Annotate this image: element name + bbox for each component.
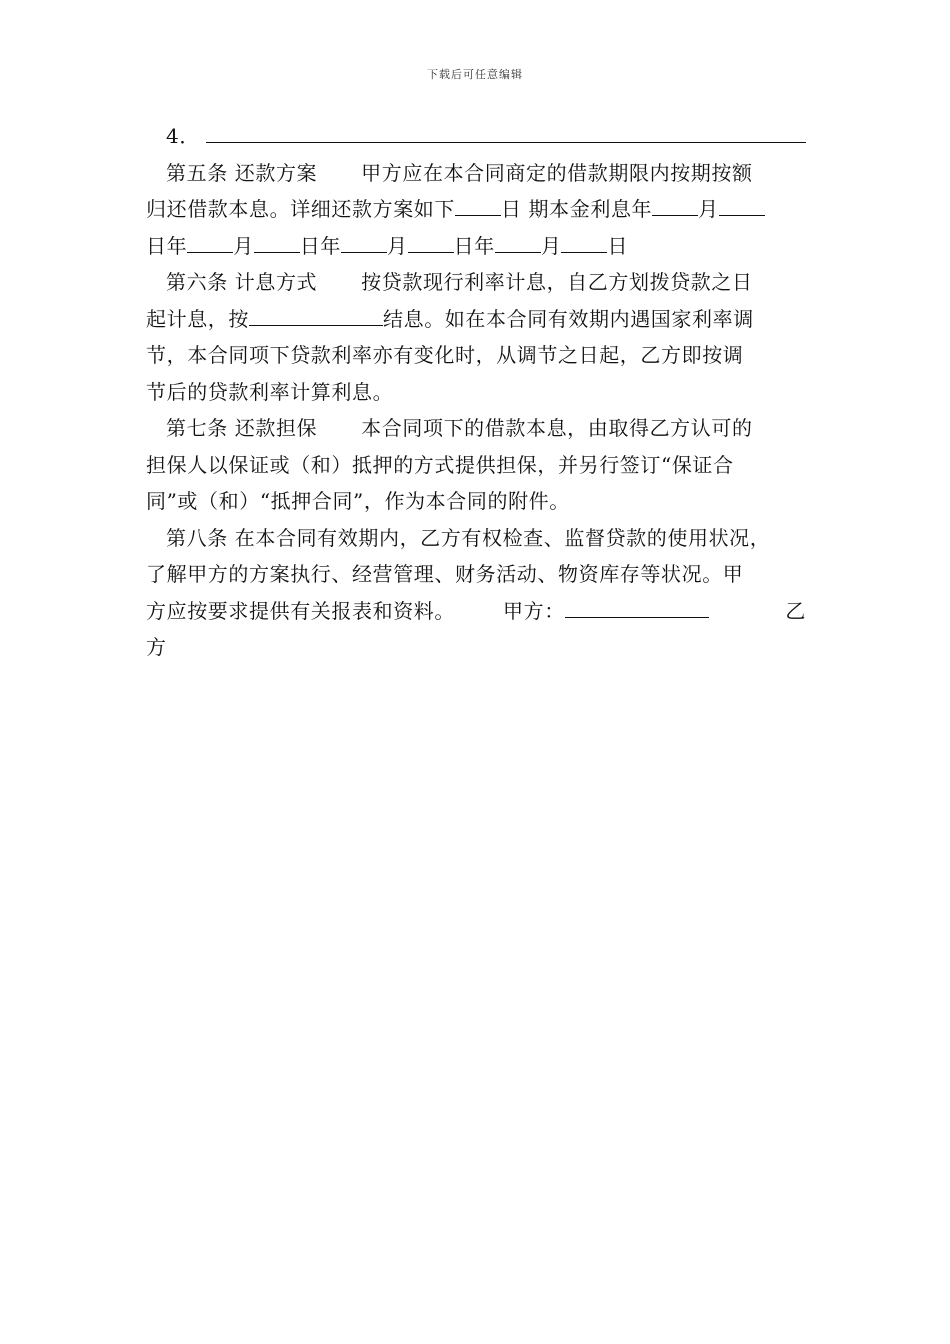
month-blank-3[interactable] — [408, 230, 454, 253]
party-a-signature-blank[interactable] — [565, 595, 709, 618]
item-4-blank[interactable] — [206, 120, 806, 143]
article-5-line-2 — [146, 191, 806, 228]
article-5-text-3: 日 期本金利息年 — [501, 197, 653, 221]
page-header: 下载后可任意编辑 — [427, 68, 523, 81]
article-5-text-5: 日年 — [146, 233, 188, 258]
days-blank[interactable] — [455, 193, 501, 216]
article-6-text-1: 按贷款现行利率计息，自乙方划拨贷款之日 — [361, 270, 753, 294]
party-b-label-end: 方 — [146, 635, 167, 659]
article-5-text-4: 月 — [698, 197, 719, 221]
party-b-label-start: 乙 — [785, 598, 806, 623]
article-5-line-3 — [146, 228, 806, 265]
article-6-text-2: 起计息，按 — [146, 306, 249, 331]
article-7-text-2: 担保人以保证或（和）抵押的方式提供担保，并另行签订“保证合 — [146, 452, 734, 477]
article-5-text-10: 月 — [540, 233, 562, 258]
article-5-text-6: 月 — [233, 233, 254, 258]
article-6-line-1 — [146, 264, 806, 301]
article-5-line-1 — [146, 155, 806, 192]
month-blank-2[interactable] — [254, 230, 300, 253]
year-blank-3[interactable] — [341, 230, 387, 253]
party-a-label: 甲方： — [503, 598, 565, 623]
article-7-title: 第七条 还款担保 — [166, 416, 318, 440]
article-5-title: 第五条 还款方案 — [166, 160, 318, 185]
document-body — [146, 118, 806, 666]
item-4 — [146, 118, 806, 155]
article-8-text-1: 在本合同有效期内，乙方有权检查、监督贷款的使用状况， — [234, 525, 771, 550]
month-blank-4[interactable] — [561, 230, 607, 253]
article-5-text-8: 月 — [387, 233, 408, 258]
article-7-text-3: 同”或（和）“抵押合同”，作为本合同的附件。 — [146, 489, 570, 513]
year-blank-4[interactable] — [495, 230, 541, 253]
year-blank-2[interactable] — [187, 230, 233, 253]
year-blank-1[interactable] — [652, 193, 698, 216]
article-6-text-5: 节后的贷款利率计算利息。 — [146, 379, 394, 404]
article-5-text-2: 归还借款本息。详细还款方案如下 — [146, 197, 455, 221]
article-6-line-2 — [146, 301, 806, 338]
article-6-text-3: 结息。如在本合同有效期内遇国家利率调 — [383, 306, 754, 331]
item-4-number: 4． — [166, 124, 200, 148]
article-7-line-2 — [146, 447, 806, 484]
month-blank-1[interactable] — [719, 193, 765, 216]
article-6-line-4 — [146, 374, 806, 411]
article-8-text-2: 了解甲方的方案执行、经营管理、财务活动、物资库存等状况。甲 — [146, 562, 744, 586]
article-8-line-2 — [146, 556, 806, 593]
article-8-text-3: 方应按要求提供有关报表和资料。 — [146, 598, 455, 623]
article-7-line-1 — [146, 410, 806, 447]
article-5-text-9: 日年 — [453, 233, 495, 258]
article-7-text-1: 本合同项下的借款本息，由取得乙方认可的 — [361, 416, 753, 440]
article-6-text-4: 节，本合同项下贷款利率亦有变化时，从调节之日起，乙方即按调 — [146, 343, 744, 367]
article-6-line-3 — [146, 337, 806, 374]
article-8-line-1 — [146, 520, 806, 557]
article-5-text-1: 甲方应在本合同商定的借款期限内按期按额 — [361, 160, 753, 185]
interest-settlement-blank[interactable] — [249, 303, 383, 326]
article-5-text-7: 日年 — [299, 233, 342, 258]
article-8-title: 第八条 — [166, 525, 228, 550]
article-7-line-3 — [146, 483, 806, 520]
article-8-line-3 — [146, 593, 806, 630]
article-8-line-4 — [146, 629, 806, 666]
article-6-title: 第六条 计息方式 — [166, 270, 318, 294]
article-5-text-11: 日 — [607, 233, 629, 258]
